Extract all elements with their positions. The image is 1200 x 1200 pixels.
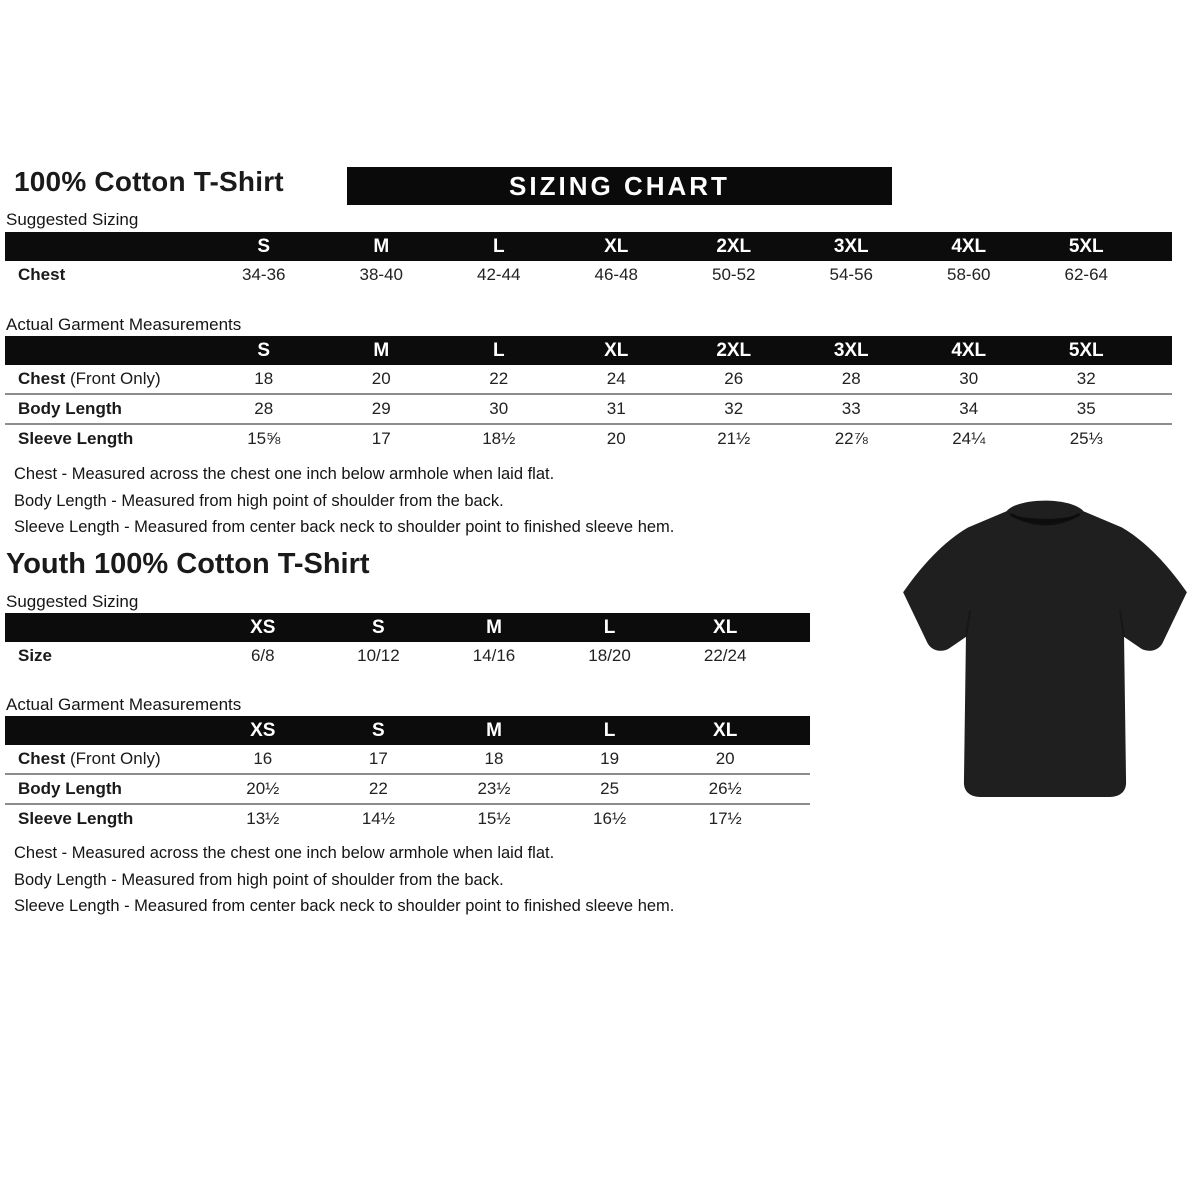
cell: 50-52: [712, 265, 756, 284]
column-header: L: [603, 719, 616, 741]
adult-actual-measurements-table: [5, 336, 1172, 453]
cell: 30: [959, 369, 979, 388]
note-body-length: Body Length - Measured from high point of shoulder from the back.: [14, 491, 504, 510]
table-row: [5, 261, 1172, 289]
cell: 17: [368, 749, 388, 768]
column-header: S: [257, 235, 271, 257]
cell: 25: [600, 779, 620, 798]
adult-suggested-sizing-label: Suggested Sizing: [6, 210, 139, 229]
row-label: Sleeve Length: [18, 429, 134, 448]
note-chest: Chest - Measured across the chest one inch below armhole when laid flat.: [14, 465, 555, 483]
row-label: Chest: [18, 265, 66, 284]
tshirt-body: [903, 501, 1187, 797]
column-header: 3XL: [833, 339, 869, 361]
cell: 6/8: [250, 646, 275, 665]
youth-suggested-sizing-table: [5, 613, 810, 670]
cell: 17: [371, 429, 391, 448]
column-header: M: [373, 235, 390, 257]
table-row-size: [5, 642, 810, 670]
cell: 20: [606, 429, 626, 448]
column-header: L: [492, 235, 505, 257]
note-chest: Chest - Measured across the chest one inch below armhole when laid flat.: [14, 844, 555, 862]
column-header: M: [373, 339, 390, 361]
cell: 18/20: [588, 646, 631, 665]
black-tshirt-image: [893, 487, 1197, 805]
cell: 23½: [477, 779, 511, 798]
table-header-row: [5, 336, 1172, 365]
youth-actual-measurements-table: [5, 716, 810, 833]
cell: 31: [606, 399, 626, 418]
cell: 32: [1076, 369, 1096, 388]
column-header: L: [603, 616, 616, 638]
cell: 10/12: [357, 646, 400, 665]
table-row-sleeve-length: [5, 423, 1172, 453]
note-body-length: Body Length - Measured from high point of shoulder from the back.: [14, 870, 504, 889]
adult-measurement-notes: [14, 461, 674, 541]
row-label: Body Length: [18, 779, 122, 798]
cell: 20½: [246, 779, 280, 798]
cell: 58-60: [947, 265, 991, 284]
youth-suggested-sizing-label: Suggested Sizing: [6, 592, 139, 611]
adult-actual-measurements-label: Actual Garment Measurements: [6, 315, 242, 334]
column-header: 5XL: [1068, 235, 1104, 257]
cell: 16½: [593, 809, 627, 828]
cell: 62-64: [1064, 265, 1108, 284]
column-header: 5XL: [1068, 339, 1104, 361]
cell: 20: [371, 369, 391, 388]
table-row-sleeve-length: [5, 803, 810, 833]
column-header: M: [486, 616, 502, 638]
cell: 24: [606, 369, 626, 388]
cell: 22/24: [703, 646, 747, 665]
column-header: 4XL: [951, 235, 987, 257]
column-header: 4XL: [951, 339, 987, 361]
table-row-chest: [5, 745, 810, 773]
cell: 30: [489, 399, 509, 418]
table-header-row: [5, 232, 1172, 261]
column-header: XL: [604, 235, 629, 257]
cell: 42-44: [477, 265, 521, 284]
table-header-row: [5, 613, 810, 642]
cell: 29: [371, 399, 391, 418]
cell: 24¼: [952, 429, 986, 448]
cell: 21½: [717, 429, 751, 448]
row-label: Body Length: [18, 399, 122, 418]
table-row-chest: [5, 365, 1172, 393]
row-label: Chest (Front Only): [18, 749, 161, 768]
row-label: Size: [18, 646, 53, 665]
column-header: S: [257, 339, 271, 361]
column-header: XL: [713, 719, 738, 741]
cell: 22⅞: [834, 429, 868, 448]
column-header: XL: [604, 339, 629, 361]
cell: 15½: [477, 809, 511, 828]
sizing-chart-banner: [347, 167, 892, 205]
column-header: L: [492, 339, 505, 361]
cell: 15⅝: [247, 429, 281, 448]
cell: 46-48: [594, 265, 638, 284]
cell: 13½: [246, 809, 280, 828]
cell: 54-56: [829, 265, 873, 284]
cell: 14/16: [472, 646, 516, 665]
cell: 19: [600, 749, 620, 768]
cell: 18: [254, 369, 274, 388]
youth-title: Youth 100% Cotton T-Shirt: [6, 548, 370, 580]
table-row-body-length: [5, 773, 810, 803]
cell: 34-36: [242, 265, 286, 284]
column-header: XS: [250, 616, 276, 638]
column-header: 2XL: [716, 339, 752, 361]
column-header: S: [372, 719, 385, 741]
cell: 22: [489, 369, 509, 388]
cell: 26: [724, 369, 744, 388]
cell: 18½: [482, 429, 516, 448]
cell: 18: [484, 749, 504, 768]
column-header: 3XL: [833, 235, 869, 257]
cell: 25⅓: [1069, 429, 1103, 448]
column-header: S: [372, 616, 385, 638]
note-sleeve-length: Sleeve Length - Measured from center back neck to shoulder point to finished sleeve hem.: [14, 897, 675, 915]
table-row-body-length: [5, 393, 1172, 423]
sizing-chart-banner-text: SIZING CHART: [509, 170, 730, 201]
cell: 17½: [708, 809, 742, 828]
cell: 28: [254, 399, 274, 418]
page-title: 100% Cotton T-Shirt: [14, 166, 284, 197]
column-header: XL: [713, 616, 738, 638]
cell: 35: [1076, 399, 1096, 418]
adult-suggested-sizing-table: [5, 232, 1172, 289]
cell: 16: [253, 749, 273, 768]
youth-actual-measurements-label: Actual Garment Measurements: [6, 695, 242, 714]
row-label: Sleeve Length: [18, 809, 134, 828]
column-header: M: [486, 719, 502, 741]
cell: 22: [368, 779, 388, 798]
row-label: Chest (Front Only): [18, 369, 161, 388]
cell: 38-40: [359, 265, 403, 284]
cell: 32: [724, 399, 744, 418]
cell: 28: [841, 369, 861, 388]
cell: 14½: [361, 809, 395, 828]
cell: 20: [715, 749, 735, 768]
column-header: 2XL: [716, 235, 752, 257]
cell: 34: [959, 399, 979, 418]
cell: 26½: [708, 779, 742, 798]
table-header-row: [5, 716, 810, 745]
column-header: XS: [250, 719, 276, 741]
youth-measurement-notes: [14, 840, 674, 920]
cell: 33: [841, 399, 861, 418]
note-sleeve-length: Sleeve Length - Measured from center back neck to shoulder point to finished sleeve hem.: [14, 518, 675, 536]
